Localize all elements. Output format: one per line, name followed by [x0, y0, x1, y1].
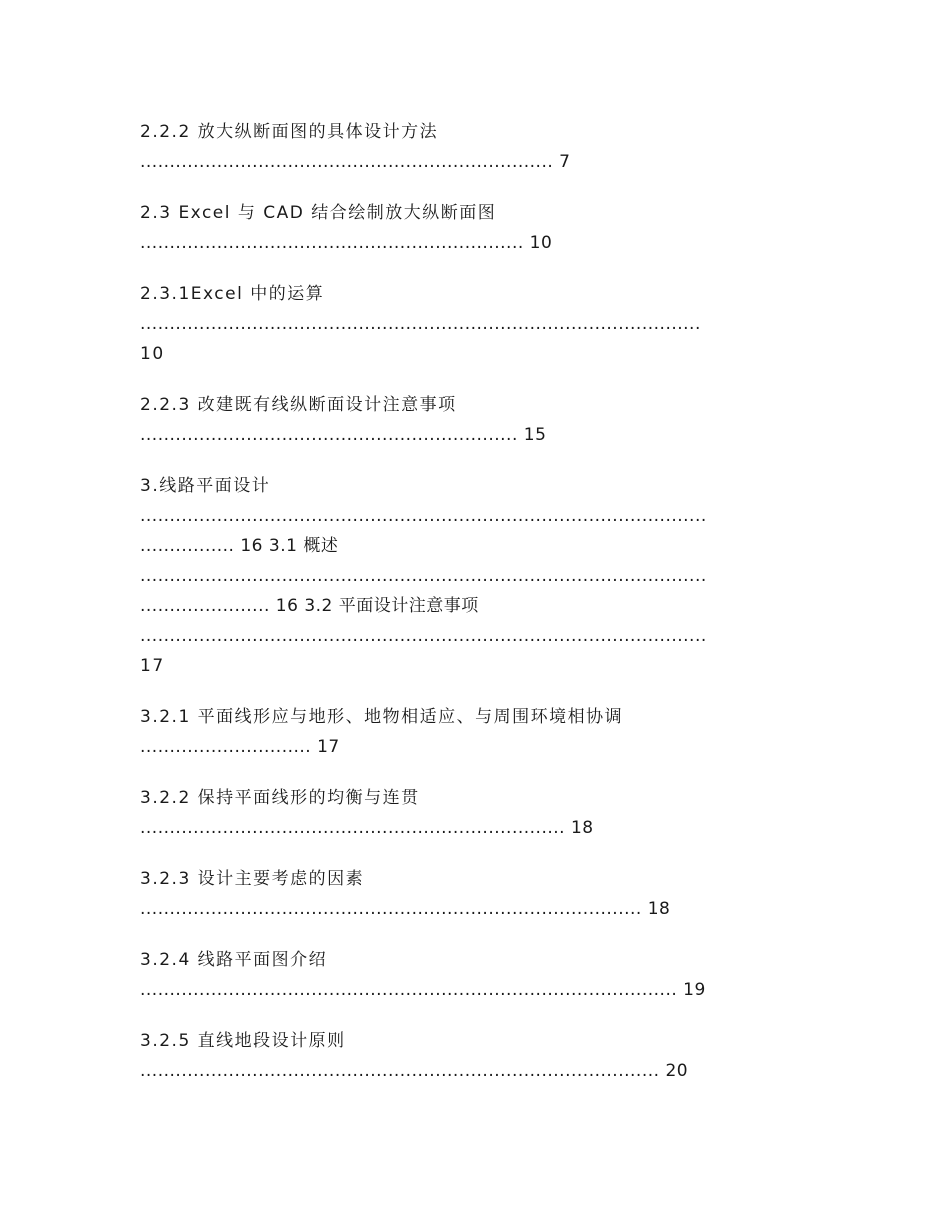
toc-entry-3-2-1 [140, 702, 810, 762]
toc-leader-page: ........................................................................ 18 [140, 818, 594, 838]
toc-entry-3-2-5 [140, 1026, 810, 1086]
toc-entry-2-3 [140, 198, 810, 258]
toc-heading: 3.2.2 保持平面线形的均衡与连贯 [140, 788, 420, 808]
toc-leader-page: ........................................................................................... 19 [140, 980, 706, 1000]
toc-heading: 2.3 Excel 与 CAD 结合绘制放大纵断面图 [140, 203, 497, 223]
toc-heading: 3.2.5 直线地段设计原则 [140, 1031, 346, 1051]
table-of-contents [140, 117, 810, 1086]
toc-page-number: 10 [140, 344, 165, 364]
toc-heading: 3.2.3 设计主要考虑的因素 [140, 869, 365, 889]
toc-leader-page: ............................. 17 [140, 737, 340, 757]
toc-heading: 2.3.1Excel 中的运算 [140, 284, 325, 304]
toc-leader-mixed: ...................... 16 3.2 平面设计注意事项 [140, 596, 479, 616]
toc-page-number: 17 [140, 656, 165, 676]
toc-entry-2-2-3 [140, 390, 810, 450]
toc-entry-2-3-1 [140, 279, 810, 369]
toc-leader-page: ................................................................. 10 [140, 233, 553, 253]
toc-entry-3-2-2 [140, 783, 810, 843]
toc-entry-3 [140, 471, 810, 681]
toc-leader-mixed: ................ 16 3.1 概述 [140, 536, 339, 556]
toc-heading: 2.2.2 放大纵断面图的具体设计方法 [140, 122, 439, 142]
toc-heading: 3.线路平面设计 [140, 476, 271, 496]
toc-heading: 3.2.4 线路平面图介绍 [140, 950, 328, 970]
toc-entry-2-2-2 [140, 117, 810, 177]
toc-entry-3-2-4 [140, 945, 810, 1005]
toc-leader: ............................................................................................... [140, 314, 701, 334]
toc-leader-page: ................................................................ 15 [140, 425, 547, 445]
toc-leader: ................................................................................................ [140, 626, 707, 646]
toc-leader: ................................................................................................ [140, 566, 707, 586]
toc-entry-3-2-3 [140, 864, 810, 924]
toc-leader-page: ........................................................................................ 20 [140, 1061, 689, 1081]
toc-heading: 3.2.1 平面线形应与地形、地物相适应、与周围环境相协调 [140, 707, 624, 727]
toc-leader: ................................................................................................ [140, 506, 707, 526]
toc-heading: 2.2.3 改建既有线纵断面设计注意事项 [140, 395, 457, 415]
toc-leader-page: ...................................................................... 7 [140, 152, 571, 172]
toc-leader-page: ..................................................................................... 18 [140, 899, 671, 919]
